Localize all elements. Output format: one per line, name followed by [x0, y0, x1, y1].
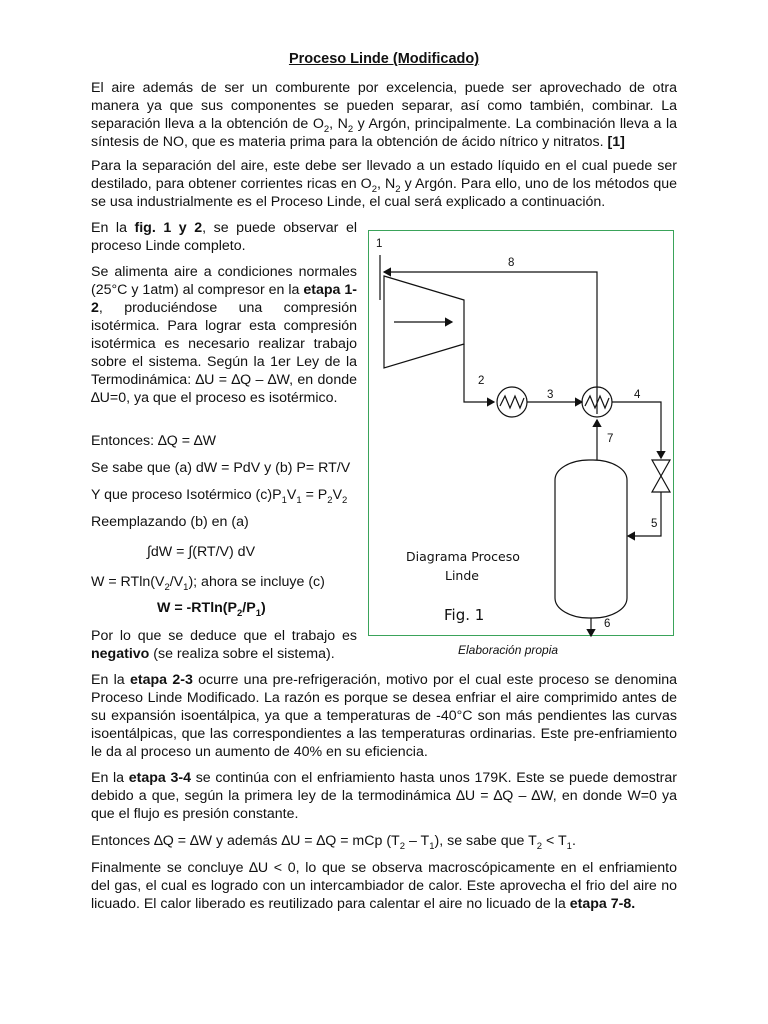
stream-label-2: 2 — [478, 375, 485, 387]
stream-label-1: 1 — [376, 238, 383, 250]
equation-2: Se sabe que (a) dW = PdV y (b) P= RT/V — [91, 460, 351, 476]
stream-label-3: 3 — [547, 389, 554, 401]
stream-label-6: 6 — [604, 618, 611, 630]
stream-label-7: 7 — [607, 433, 614, 445]
paragraph-stage-1-2: Se alimenta aire a condiciones normales (25°C y 1atm) al compresor en la etapa 1-2, produciéndose una compresión isotérmica. Para lograr esta compresión isotérmica es necesario realizar trabajo sobre el sistema. Según la 1er Ley de la Termodinámica: ∆U = ∆Q – ∆W, en donde ∆U=0, ya que el proceso es isotérmico. — [91, 264, 357, 406]
equation-8: Entonces ∆Q = ∆W y además ∆U = ∆Q = mCp $(T_2 - T_1)$, se sabe que $T_2 < T_1$. — [91, 833, 576, 852]
reference: [1] — [607, 134, 625, 150]
paragraph-negative-work: Por lo que se deduce que el trabajo es negativo (se realiza sobre el sistema). — [91, 628, 357, 662]
diagram-title-line2: Linde — [445, 568, 479, 583]
stream-label-8: 8 — [508, 257, 515, 269]
equation-7: $W = -RTln(P_2/P_1)$ — [157, 600, 266, 619]
paragraph-separation: Para la separación del aire, este debe ser llevado a un estado líquido en el cual puede ser destilado, para obtener corrientes ricas en $O_2$, $N_2$ y Argón. Para ello, uno de los métodos que se usa industrialmente es el Proceso Linde, el cual será explicado a continuación. — [91, 158, 677, 210]
diagram-title-line1: Diagrama Proceso — [406, 549, 520, 564]
equation-6: $W = RTln(V_2/V_1)$; ahora se incluye (c) — [91, 574, 325, 593]
equation-1: Entonces: ∆Q = ∆W — [91, 433, 216, 449]
equation-4: Reemplazando (b) en (a) — [91, 514, 249, 530]
paragraph-stage-2-3: En la etapa 2-3 ocurre una pre-refrigeración, motivo por el cual este proceso se denomina Proceso Linde Modificado. La razón es porque se desea enfriar el aire comprimido antes de su expansión isoentálpica, ya que a temperaturas de -40°C son más pendientes las curvas isoentálpicas, que las correspondientes a las temperaturas ordinarias. Este pre-enfriamiento le da al proceso un aumento de 40% en su eficiencia. — [91, 672, 677, 760]
page-title: Proceso Linde (Modificado) — [288, 51, 480, 67]
equation-3: Y que proceso Isotérmico $(c)P_1V_1 = P_2V_2$ — [91, 487, 348, 506]
stream-label-4: 4 — [634, 389, 641, 401]
figure-caption: Elaboración propia — [458, 643, 559, 657]
paragraph-intro: El aire además de ser un comburente por excelencia, puede ser aprovechado de otra manera ya que sus componentes se pueden separar, así como también, combinar. La separación lleva a la obtención de $O_2$, $N_2$ y Argón, principalmente. La combinación lleva a la síntesis de NO, que es materia prima para la obtención de ácido nítrico y nitratos. [1] — [91, 80, 677, 150]
stream-label-5: 5 — [651, 518, 658, 530]
paragraph-conclusion: Finalmente se concluye ∆U < 0, lo que se observa macroscópicamente en el enfriamiento del gas, el cual es logrado con un intercambiador de calor. Este aprovecha el frio del aire no licuado. El calor liberado es reutilizado para calentar el aire no licuado de la etapa 7-8. — [91, 860, 677, 912]
paragraph-figure-ref: En la fig. 1 y 2, se puede observar el proceso Linde completo. — [91, 220, 357, 254]
paragraph-stage-3-4: En la etapa 3-4 se continúa con el enfriamiento hasta unos 179K. Este se puede demostrar debido a que, según la primera ley de la termodinámica ∆U = ∆Q – ∆W, en donde W=0 ya que el flujo es presión constante. — [91, 770, 678, 822]
figure-frame — [368, 230, 674, 636]
equation-5: ∫dW = ∫(RT/V) dV — [147, 544, 256, 560]
figure-label: Fig. 1 — [444, 606, 485, 624]
